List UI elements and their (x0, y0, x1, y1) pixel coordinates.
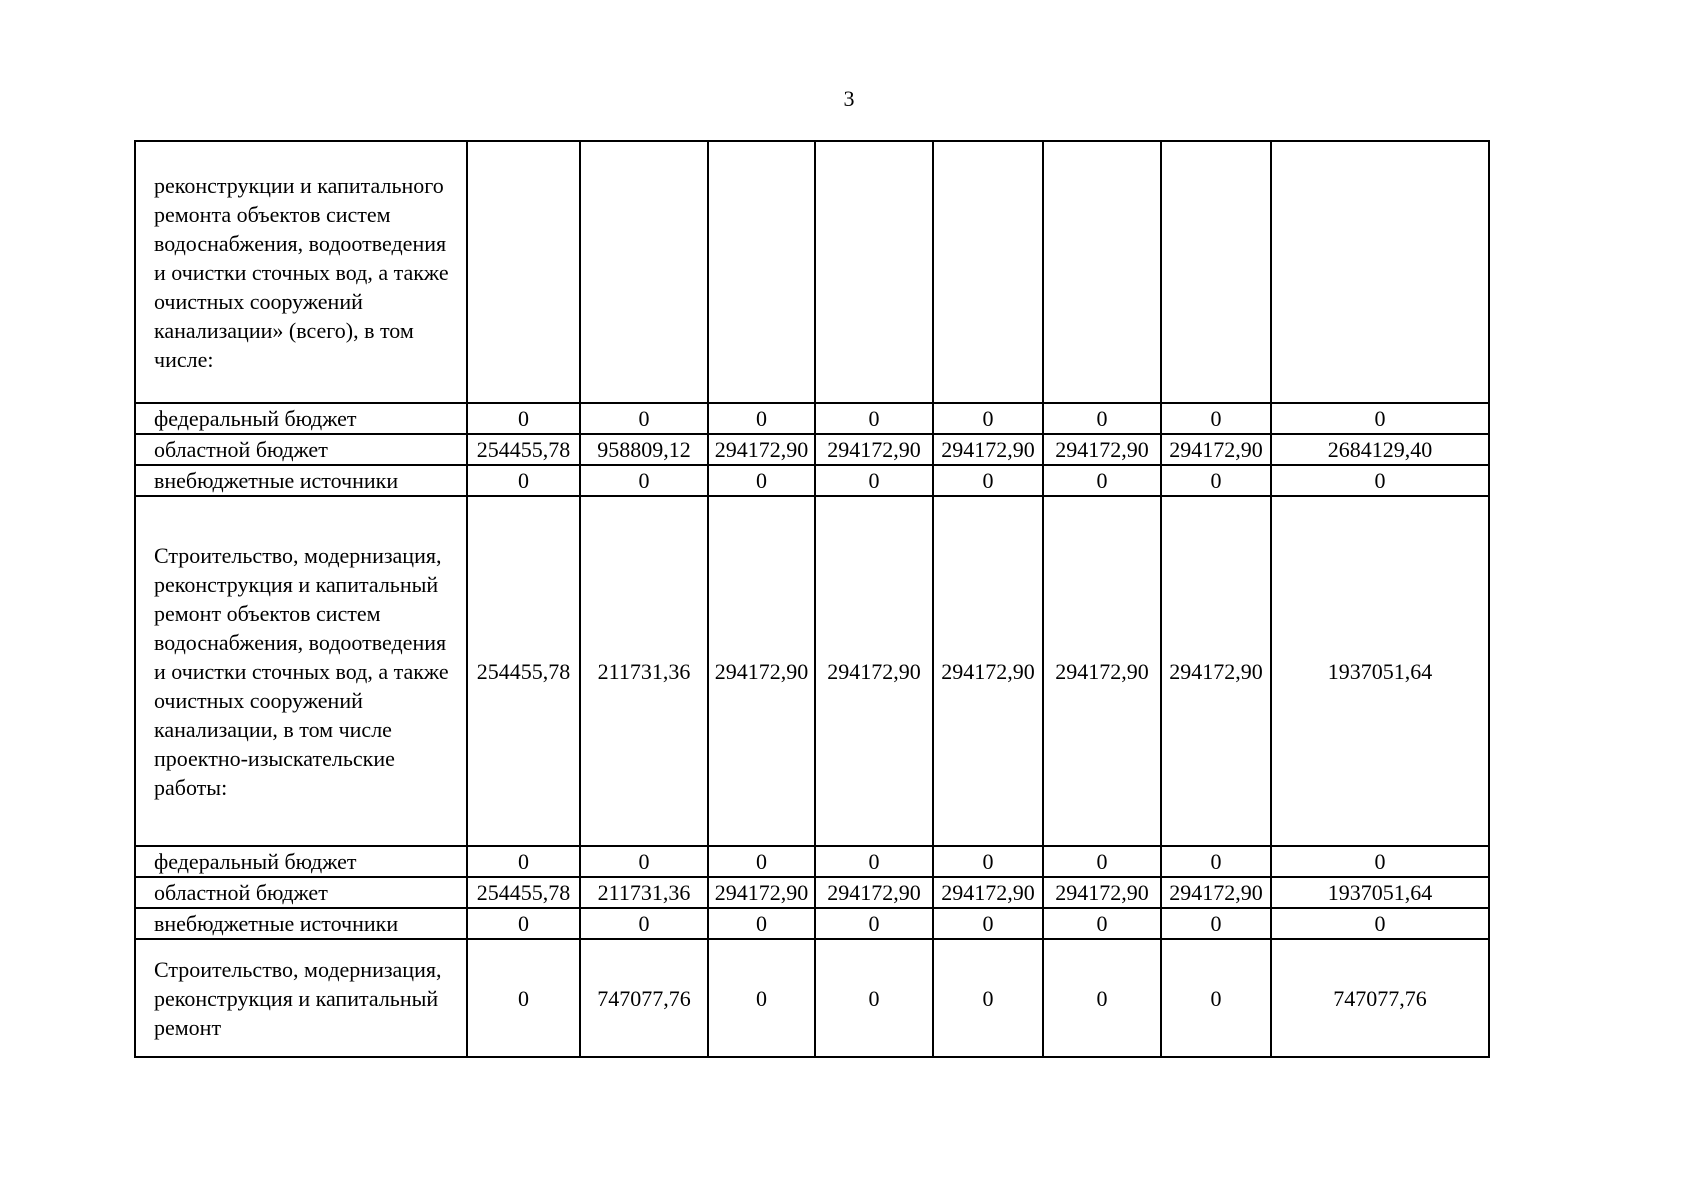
value-cell: 0 (815, 465, 933, 496)
value-cell: 0 (1161, 939, 1271, 1057)
table-row (135, 141, 1489, 403)
value-cell: 294172,90 (1161, 877, 1271, 908)
value-cell: 211731,36 (580, 496, 708, 846)
row-label: федеральный бюджет (135, 403, 467, 434)
value-cell: 0 (580, 403, 708, 434)
value-cell: 254455,78 (467, 434, 580, 465)
total-cell: 1937051,64 (1271, 496, 1489, 846)
value-cell (1043, 141, 1161, 403)
value-cell: 0 (1043, 908, 1161, 939)
total-cell: 0 (1271, 908, 1489, 939)
value-cell: 0 (1043, 465, 1161, 496)
value-cell: 0 (467, 465, 580, 496)
value-cell: 0 (933, 908, 1043, 939)
value-cell: 0 (580, 846, 708, 877)
value-cell: 0 (815, 403, 933, 434)
value-cell: 0 (815, 846, 933, 877)
value-cell: 294172,90 (1043, 877, 1161, 908)
row-label: внебюджетные источники (135, 908, 467, 939)
table-row (135, 877, 1489, 908)
row-label: внебюджетные источники (135, 465, 467, 496)
value-cell: 0 (1161, 465, 1271, 496)
value-cell: 0 (933, 939, 1043, 1057)
value-cell: 0 (467, 939, 580, 1057)
value-cell: 0 (580, 908, 708, 939)
value-cell: 0 (467, 846, 580, 877)
value-cell: 294172,90 (815, 434, 933, 465)
value-cell: 0 (467, 403, 580, 434)
table-row (135, 403, 1489, 434)
total-cell: 1937051,64 (1271, 877, 1489, 908)
value-cell: 0 (708, 908, 815, 939)
value-cell: 294172,90 (1043, 496, 1161, 846)
value-cell: 0 (1043, 846, 1161, 877)
value-cell: 294172,90 (933, 877, 1043, 908)
value-cell: 0 (933, 465, 1043, 496)
table-row (135, 496, 1489, 846)
value-cell: 211731,36 (580, 877, 708, 908)
value-cell (580, 141, 708, 403)
row-label: областной бюджет (135, 434, 467, 465)
value-cell: 294172,90 (1161, 434, 1271, 465)
table-row (135, 908, 1489, 939)
value-cell: 294172,90 (815, 877, 933, 908)
table-row (135, 846, 1489, 877)
total-cell (1271, 141, 1489, 403)
total-cell: 0 (1271, 846, 1489, 877)
row-label: Строительство, модернизация, реконструкция и капитальный ремонт (135, 939, 467, 1057)
value-cell (467, 141, 580, 403)
value-cell: 747077,76 (580, 939, 708, 1057)
total-cell: 0 (1271, 403, 1489, 434)
value-cell: 254455,78 (467, 496, 580, 846)
value-cell: 294172,90 (933, 434, 1043, 465)
value-cell: 0 (1161, 846, 1271, 877)
value-cell: 0 (1043, 939, 1161, 1057)
value-cell: 0 (708, 465, 815, 496)
value-cell: 0 (815, 939, 933, 1057)
total-cell: 747077,76 (1271, 939, 1489, 1057)
value-cell: 0 (580, 465, 708, 496)
value-cell (933, 141, 1043, 403)
value-cell: 254455,78 (467, 877, 580, 908)
value-cell: 0 (708, 846, 815, 877)
row-label: реконструкции и капитального ремонта объектов систем водоснабжения, водоотведения и очистки сточных вод, а также очистных сооружений канализации» (всего), в том числе: (135, 141, 467, 403)
value-cell: 294172,90 (708, 496, 815, 846)
budget-table (134, 140, 1490, 1058)
value-cell: 0 (467, 908, 580, 939)
value-cell: 0 (708, 939, 815, 1057)
value-cell: 0 (815, 908, 933, 939)
value-cell: 0 (1161, 908, 1271, 939)
table-row (135, 465, 1489, 496)
value-cell: 294172,90 (708, 877, 815, 908)
value-cell: 294172,90 (933, 496, 1043, 846)
value-cell (708, 141, 815, 403)
table-row (135, 434, 1489, 465)
row-label: областной бюджет (135, 877, 467, 908)
value-cell: 294172,90 (815, 496, 933, 846)
value-cell: 294172,90 (1161, 496, 1271, 846)
value-cell (1161, 141, 1271, 403)
row-label: Строительство, модернизация, реконструкция и капитальный ремонт объектов систем водоснабжения, водоотведения и очистки сточных вод, а также очистных сооружений канализации, в том числе проектно-изыскательские работы: (135, 496, 467, 846)
total-cell: 2684129,40 (1271, 434, 1489, 465)
value-cell: 958809,12 (580, 434, 708, 465)
total-cell: 0 (1271, 465, 1489, 496)
value-cell: 294172,90 (1043, 434, 1161, 465)
value-cell: 0 (1043, 403, 1161, 434)
value-cell: 0 (933, 403, 1043, 434)
value-cell: 294172,90 (708, 434, 815, 465)
value-cell: 0 (708, 403, 815, 434)
value-cell (815, 141, 933, 403)
value-cell: 0 (933, 846, 1043, 877)
table-row (135, 939, 1489, 1057)
value-cell: 0 (1161, 403, 1271, 434)
row-label: федеральный бюджет (135, 846, 467, 877)
page-number: 3 (843, 86, 855, 111)
